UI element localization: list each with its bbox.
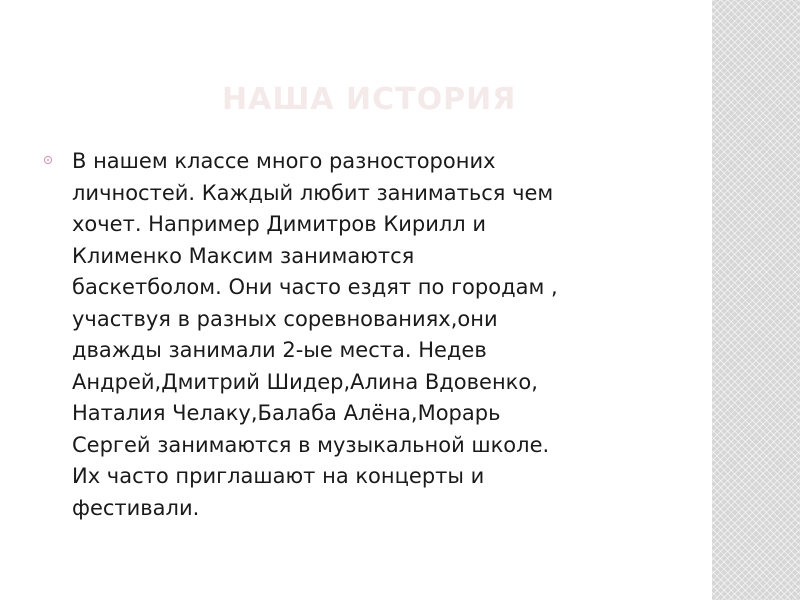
bullet-item	[44, 146, 664, 524]
body-text: В нашем классе много разностороних личностей. Каждый любит заниматься чем хочет. Например Димитров Кирилл и Клименко Максим занимаются баскетболом. Они часто ездят по городам , участвуя в разных соревнованиях,они дважды занимали 2-ые места. Недев Андрей,Дмитрий Шидер,Алина Вдовенко, Наталия Челаку,Балаба Алёна,Морарь Сергей занимаются в музыкальной школе. Их часто приглашают на концерты и фестивали.	[72, 149, 558, 520]
ring-bullet-icon	[44, 156, 52, 164]
decorative-side-band	[712, 0, 800, 600]
slide-title: НАША ИСТОРИЯ	[222, 82, 517, 117]
